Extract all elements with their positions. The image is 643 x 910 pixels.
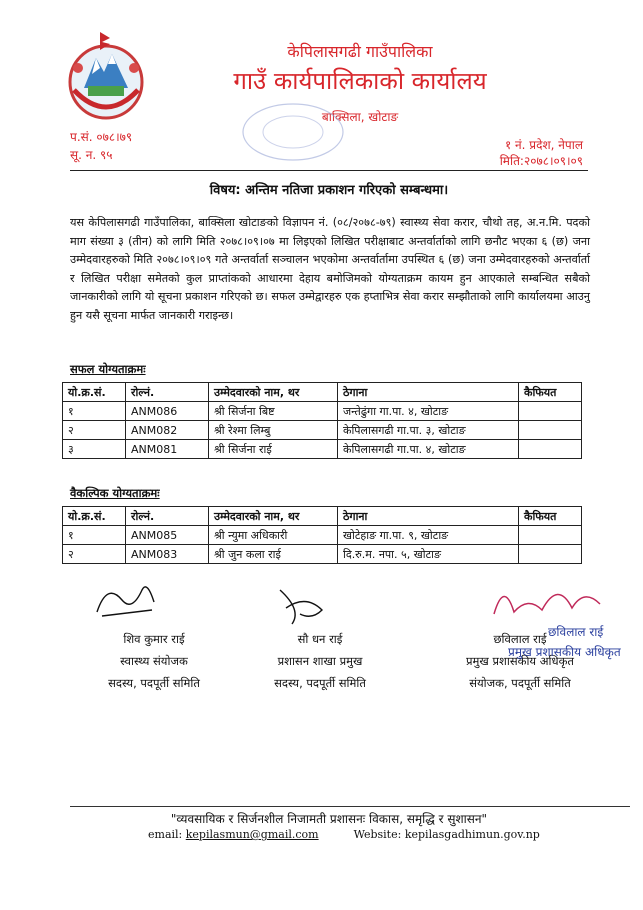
cell-address: जन्तेढुंगा गा.पा. ४, खोटाङ: [338, 402, 519, 421]
cell-roll: ANM081: [126, 440, 209, 459]
cell-name: श्री न्युमा अधिकारी: [209, 526, 338, 545]
col-remarks: कैफियत: [519, 507, 582, 526]
cell-remarks: [519, 526, 582, 545]
fiscal-year: प.सं. ०७८।७९: [70, 130, 133, 144]
col-roll: रोल्नं.: [126, 507, 209, 526]
office-address: बाक्सिला, खोटाङ: [321, 110, 399, 124]
cell-roll: ANM083: [126, 545, 209, 564]
alternate-table: [62, 506, 582, 564]
cell-roll: ANM086: [126, 402, 209, 421]
cell-serial: २: [63, 545, 126, 564]
subject-line: विषय: अन्तिम नतिजा प्रकाशन गरिएको सम्बन्धमा।: [209, 183, 449, 198]
signatory-committee: सदस्य, पदपूर्ती समिति: [108, 676, 200, 690]
cell-serial: ३: [63, 440, 126, 459]
nepal-emblem-icon: [64, 28, 148, 124]
signature-1: [92, 572, 162, 622]
table-row: [63, 545, 582, 564]
cell-name: श्री सिर्जना बिष्ट: [209, 402, 338, 421]
cell-serial: १: [63, 526, 126, 545]
col-address: ठेगाना: [338, 507, 519, 526]
successful-list-title: सफल योग्यताक्रमः: [70, 362, 146, 376]
table-row: [63, 526, 582, 545]
signatory-name: सौ धन राई: [297, 632, 343, 646]
office-title: गाउँ कार्यपालिकाको कार्यालय: [233, 67, 487, 95]
table-row: [63, 421, 582, 440]
cell-address: केपिलासगढी गा.पा. ४, खोटाङ: [338, 440, 519, 459]
signatory-committee: सदस्य, पदपूर्ती समिति: [274, 676, 366, 690]
email-link[interactable]: kepilasmun@gmail.com: [185, 828, 319, 841]
cell-remarks: [519, 545, 582, 564]
svg-text:प्रमुख प्रशासकीय अधिकृत: प्रमुख प्रशासकीय अधिकृत: [508, 645, 621, 659]
svg-text:छविलाल राई: छविलाल राई: [548, 625, 604, 639]
email-label: email:: [148, 828, 183, 841]
signature-2: [272, 580, 332, 630]
signatory-name: शिव कुमार राई: [123, 632, 185, 646]
cell-roll: ANM082: [126, 421, 209, 440]
cell-name: श्री रेश्मा लिम्बु: [209, 421, 338, 440]
cell-serial: १: [63, 402, 126, 421]
cell-name: श्री सिर्जना राई: [209, 440, 338, 459]
official-stamp: [478, 616, 628, 680]
website-label: Website:: [353, 828, 402, 841]
header-divider: [70, 170, 588, 171]
cell-address: दि.रु.म. नपा. ५, खोटाङ: [338, 545, 519, 564]
cell-serial: २: [63, 421, 126, 440]
signatory-committee: संयोजक, पदपूर्ती समिति: [469, 676, 571, 690]
successful-table: [62, 382, 582, 459]
org-name: केपिलासगढी गाउँपालिका: [287, 42, 433, 61]
col-address: ठेगाना: [338, 383, 519, 402]
cell-name: श्री जुन कला राई: [209, 545, 338, 564]
table-header-row: [63, 507, 582, 526]
signatory-role: प्रमुख प्रशासकीय अधिकृत: [466, 654, 574, 668]
footer-contact: [148, 828, 608, 841]
office-seal: [238, 100, 348, 164]
col-name: उम्मेदवारको नाम, थर: [209, 383, 338, 402]
col-serial: यो.क्र.सं.: [63, 383, 126, 402]
cell-remarks: [519, 402, 582, 421]
footer-divider: [70, 806, 630, 807]
col-name: उम्मेदवारको नाम, थर: [209, 507, 338, 526]
col-roll: रोल्नं.: [126, 383, 209, 402]
signatory-2: [230, 628, 410, 694]
signatory-role: स्वास्थ्य संयोजक: [120, 654, 188, 668]
signatory-role: प्रशासन शाखा प्रमुख: [277, 654, 363, 668]
cell-address: खोटेहाङ गा.पा. ९, खोटाङ: [338, 526, 519, 545]
cell-address: केपिलासगढी गा.पा. ३, खोटाङ: [338, 421, 519, 440]
table-row: [63, 402, 582, 421]
cell-remarks: [519, 440, 582, 459]
cell-roll: ANM085: [126, 526, 209, 545]
province-label: १ नं. प्रदेश, नेपाल: [504, 138, 583, 152]
signatory-name: छविलाल राई: [493, 632, 547, 646]
cell-remarks: [519, 421, 582, 440]
signatory-1: [64, 628, 244, 694]
table-header-row: [63, 383, 582, 402]
website-link[interactable]: kepilasgadhimun.gov.np: [404, 828, 540, 841]
alternate-list-title: वैकल्पिक योग्यताक्रमः: [70, 486, 160, 500]
col-remarks: कैफियत: [519, 383, 582, 402]
col-serial: यो.क्र.सं.: [63, 507, 126, 526]
footer-slogan: "व्यवसायिक र सिर्जनशील निजामती प्रशासनः विकास, समृद्धि र सुशासन": [170, 812, 488, 826]
notice-body: यस केपिलासगढी गाउँपालिका, बाक्सिला खोटाङको विज्ञापन नं. (०८/२०७८-७९) स्वास्थ्य सेवा करार, चौथो तह, अ.न.मि. पदको माग संख्या ३ (तीन) को लागि मिति २०७८।०९।०७ मा लिइएको लिखित परीक्षाबाट अन्तर्वार्ताको लागि छनौट भएका ६ (छ) जना उम्मेदवारहरुको मिति २०७८।०९।०९ गते अन्तर्वार्ता सञ्चालन भएकोमा अन्तर्वार्तामा उपस्थित ६ (छ) जना उम्मेदवारहरुको अन्तर्वार्ता र लिखित परीक्षा समेतको कुल प्राप्तांकको आधारमा देहाय बमोजिमको योग्यताक्रम कायम हुन आएकाले सम्बन्धित सबैको जानकारीको लागि यो सूचना प्रकाशन गरिएको छ। सफल उम्मेद्वारहरु एक हप्ताभित्र सेवा करार सम्झौताको लागि कार्यालयमा आउनु हुन यसै सूचना मार्फत जानकारी गराइन्छ।: [70, 216, 590, 322]
table-row: [63, 440, 582, 459]
dispatch-number: सू. न. ९५: [70, 148, 113, 162]
letter-date: मिति:२०७८।०९।०९: [499, 154, 583, 168]
